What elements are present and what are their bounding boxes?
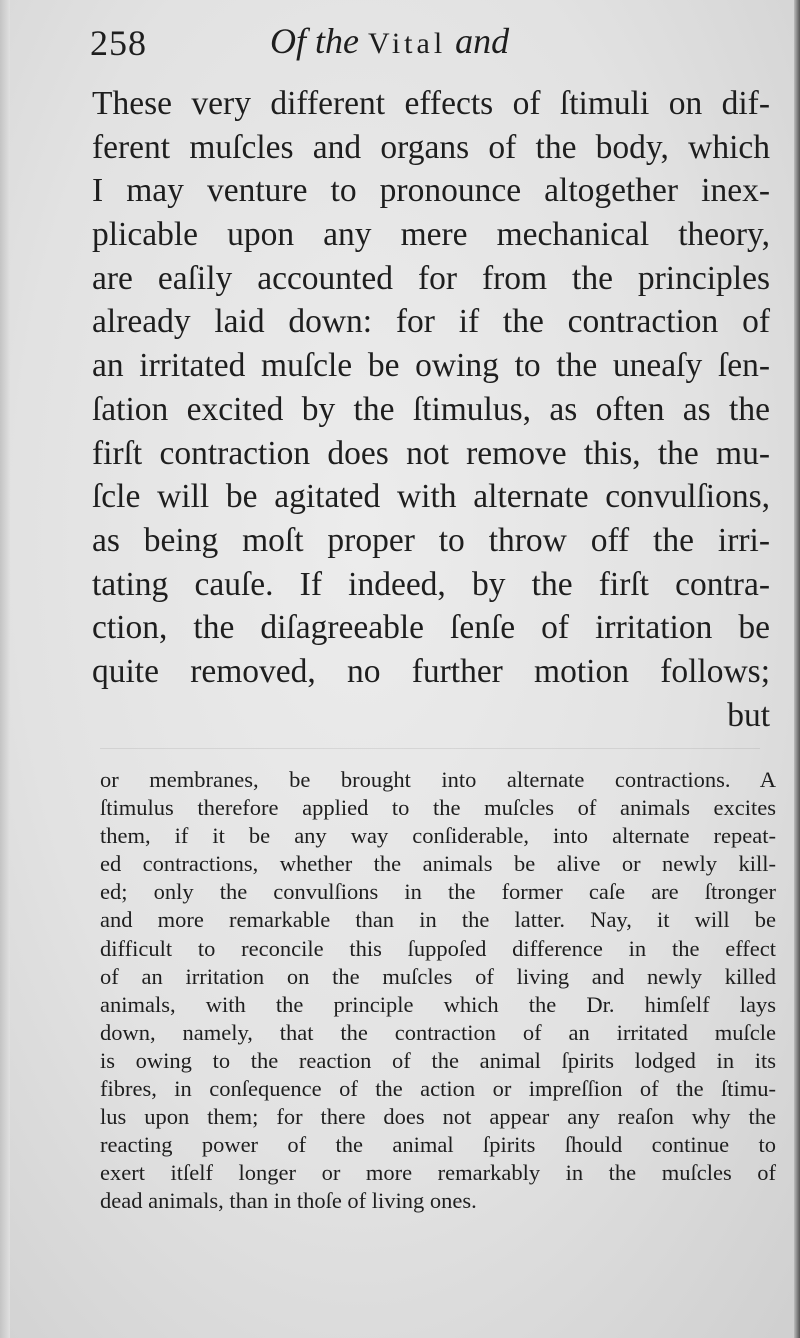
text-line: are eaſily accounted for from the principles xyxy=(92,259,770,297)
page-edge-shadow xyxy=(794,0,800,1338)
footnote-line: of an irritation on the muſcles of living and newly killed xyxy=(100,963,776,989)
footnote-line: reacting power of the animal ſpirits ſhould continue to xyxy=(100,1132,776,1158)
text-line: tating cauſe. If indeed, by the firſt contra- xyxy=(92,565,770,603)
footnote-line: down, namely, that the contraction of an irritated muſcle xyxy=(100,1019,776,1045)
text-line: These very different effects of ſtimuli on dif- xyxy=(92,85,770,122)
footnote-line: ſtimulus therefore applied to the muſcles of animals excites xyxy=(100,795,776,821)
page-gutter-shadow xyxy=(0,0,10,1338)
footnote-block xyxy=(100,766,776,1216)
running-head-prefix: Of the xyxy=(270,21,359,61)
footnote-line: dead animals, than in thoſe of living ones. xyxy=(100,1188,477,1214)
text-line: as being moſt proper to throw off the irri- xyxy=(92,521,770,559)
main-text-block xyxy=(92,82,770,737)
text-line: an irritated muſcle be owing to the uneaſy ſen- xyxy=(92,347,770,385)
footnote-line: ed; only the convulſions in the former caſe are ſtronger xyxy=(100,879,776,905)
footnote-line: fibres, in conſequence of the action or impreſſion of the ſtimu- xyxy=(100,1076,776,1102)
footnote-line: animals, with the principle which the Dr. himſelf lays xyxy=(100,991,776,1017)
text-line: firſt contraction does not remove this, the mu- xyxy=(92,434,770,472)
footnote-line: exert itſelf longer or more remarkably in the muſcles of xyxy=(100,1160,776,1186)
text-line: plicable upon any mere mechanical theory, xyxy=(92,216,770,254)
page-header xyxy=(90,20,770,70)
footnote-line: lus upon them; for there does not appear any reaſon why the xyxy=(100,1104,776,1130)
footnote-line: or membranes, be brought into alternate contractions. A xyxy=(100,767,776,792)
page-number: 258 xyxy=(90,23,147,63)
text-line: ction, the diſagreeable ſenſe of irritation be xyxy=(92,609,770,647)
running-head xyxy=(270,20,509,62)
text-line: I may venture to pronounce altogether inex- xyxy=(92,172,770,210)
text-line: ferent muſcles and organs of the body, which xyxy=(92,128,770,166)
footnote-line: is owing to the reaction of the animal ſpirits lodged in its xyxy=(100,1047,776,1073)
text-line: quite removed, no further motion follows; xyxy=(92,652,770,690)
footnote-line: difficult to reconcile this ſuppoſed difference in the effect xyxy=(100,935,776,961)
running-head-caps: Vital xyxy=(367,27,447,60)
footnote-separator xyxy=(100,748,760,749)
footnote-line: them, if it be any way conſiderable, into alternate repeat- xyxy=(100,823,776,849)
text-line: already laid down: for if the contraction of xyxy=(92,303,770,341)
footnote-line: ed contractions, whether the animals be alive or newly kill- xyxy=(100,851,776,877)
text-line: ſation excited by the ſtimulus, as often as the xyxy=(92,390,770,428)
text-line: ſcle will be agitated with alternate convulſions, xyxy=(92,478,770,516)
footnote-line: and more remarkable than in the latter. Nay, it will be xyxy=(100,907,776,933)
catchword: but xyxy=(727,696,770,734)
running-head-suffix: and xyxy=(455,21,510,61)
